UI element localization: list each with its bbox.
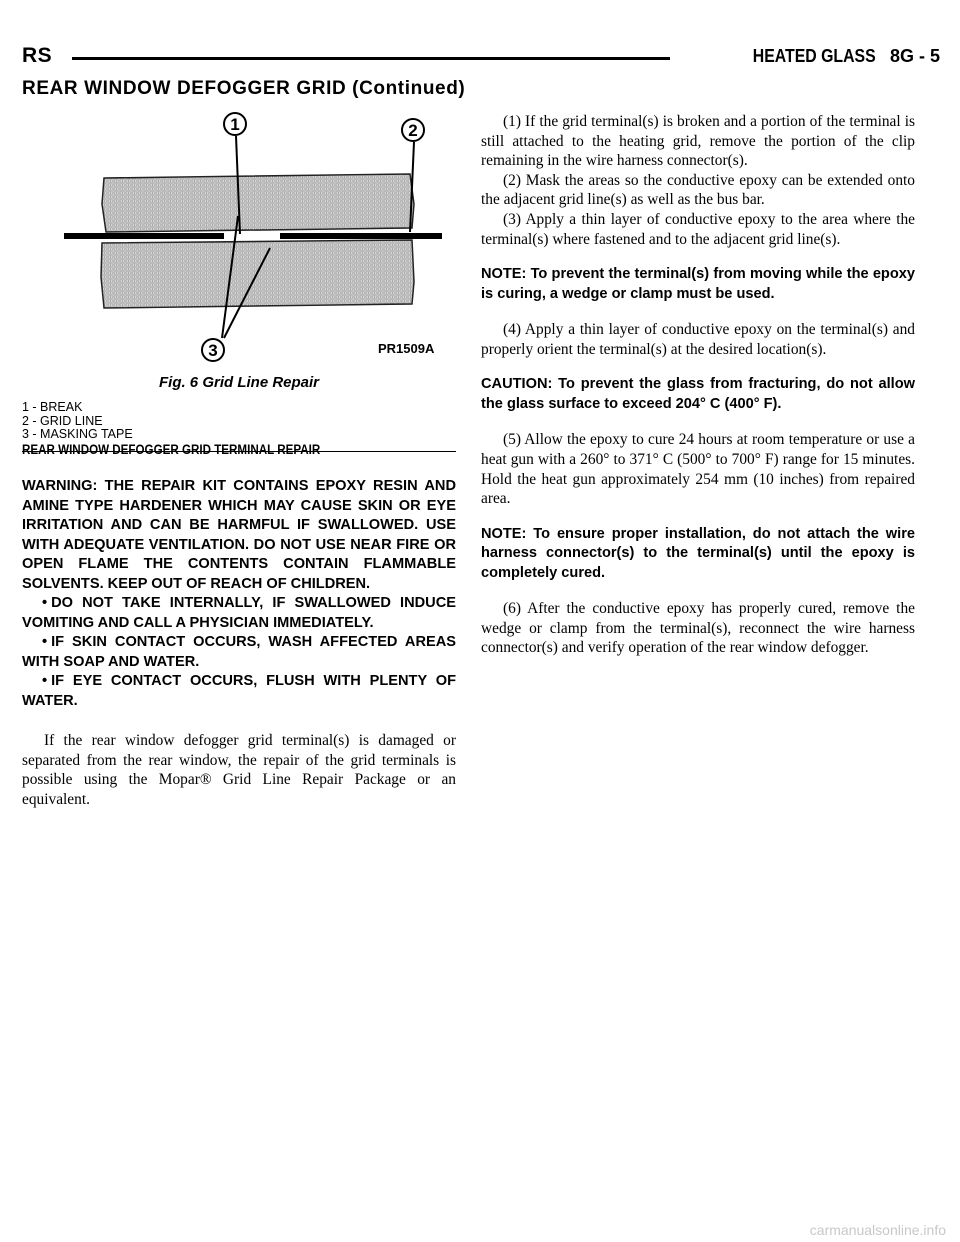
callout-2-label: 2 (408, 121, 418, 140)
figure-grid-line-repair (22, 112, 456, 442)
step-6: (6) After the conductive epoxy has properly cured, remove the wedge or clamp from the terminal(s), reconnect the wire harness connector(s) and verify operation of the rear window defogger. (481, 600, 915, 657)
header-rule (72, 57, 670, 60)
masking-tape-upper (102, 174, 414, 232)
legend-item: 2 - GRID LINE (22, 413, 103, 428)
section-title: REAR WINDOW DEFOGGER GRID (Continued) (22, 78, 466, 99)
step-5: (5) Allow the epoxy to cure 24 hours at room temperature or use a heat gun with a 260° to 371° C (500° to 700° F) range for 15 minutes. Hold the heat gun approximately 254 mm (10 inches) from repaired area. (481, 431, 915, 508)
header-chapter-title: HEATED GLASS (753, 46, 876, 66)
step-1: (1) If the grid terminal(s) is broken and a portion of the terminal is still attached to the heating grid, remove the portion of the clip remaining in the wire harness connector(s). (481, 113, 915, 170)
caution-glass-temperature: CAUTION: To prevent the glass from fracturing, do not allow the glass surface to exceed 204° C (400° F). (481, 376, 915, 412)
warning-bullet: • IF EYE CONTACT OCCURS, FLUSH WITH PLENTY OF WATER. (22, 672, 456, 711)
warning-bullet: • DO NOT TAKE INTERNALLY, IF SWALLOWED INDUCE VOMITING AND CALL A PHYSICIAN IMMEDIATELY. (22, 594, 456, 633)
header-section-code: RS (22, 44, 53, 67)
left-column (22, 112, 456, 809)
figure-code: PR1509A (378, 341, 435, 356)
grid-line-right (280, 233, 442, 239)
subsection-heading: REAR WINDOW DEFOGGER GRID TERMINAL REPAIR (22, 442, 321, 457)
callout-3-label: 3 (208, 341, 218, 360)
step-2: (2) Mask the areas so the conductive epoxy can be extended onto the adjacent grid line(s) as well as the bus bar. (481, 171, 915, 209)
warning-text: WARNING: THE REPAIR KIT CONTAINS EPOXY RESIN AND AMINE TYPE HARDENER WHICH MAY CAUSE SKIN OR EYE IRRITATION AND CAN BE HARMFUL IF SWALLOWED. USE WITH ADEQUATE VENTILATION. DO NOT USE NEAR FIRE OR OPEN FLAME THE CONTENTS CONTAIN FLAMMABLE SOLVENTS. KEEP OUT OF REACH OF CHILDREN. (22, 478, 456, 592)
callout-1-label: 1 (230, 115, 240, 134)
intro-paragraph: If the rear window defogger grid terminal(s) is damaged or separated from the rear window, the repair of the grid terminals is possible using the Mopar® Grid Line Repair Package or an equivalent. (22, 732, 456, 808)
header-page-number: 8G - 5 (889, 46, 940, 66)
figure-title: Fig. 6 Grid Line Repair (158, 374, 320, 391)
footer-watermark: carmanualsonline.info (809, 1222, 946, 1238)
grid-line-left (64, 233, 224, 239)
step-4: (4) Apply a thin layer of conductive epoxy on the terminal(s) and properly orient the terminal(s) at the desired location(s). (481, 321, 915, 358)
step-3: (3) Apply a thin layer of conductive epoxy to the area where the terminal(s) where fastened and to the adjacent grid line(s). (481, 210, 915, 248)
right-column (481, 112, 915, 658)
legend-item: 3 - MASKING TAPE (22, 427, 133, 441)
note-wedge-clamp: NOTE: To prevent the terminal(s) from moving while the epoxy is curing, a wedge or clamp must be used. (481, 266, 915, 302)
figure-legend (22, 401, 133, 442)
note-installation: NOTE: To ensure proper installation, do not attach the wire harness connector(s) to the terminal(s) until the epoxy is completely cured. (481, 525, 915, 581)
legend-item: 1 - BREAK (22, 400, 83, 414)
warning-bullet: • IF SKIN CONTACT OCCURS, WASH AFFECTED AREAS WITH SOAP AND WATER. (22, 633, 456, 672)
grid-line-repair-illustration (22, 112, 456, 367)
